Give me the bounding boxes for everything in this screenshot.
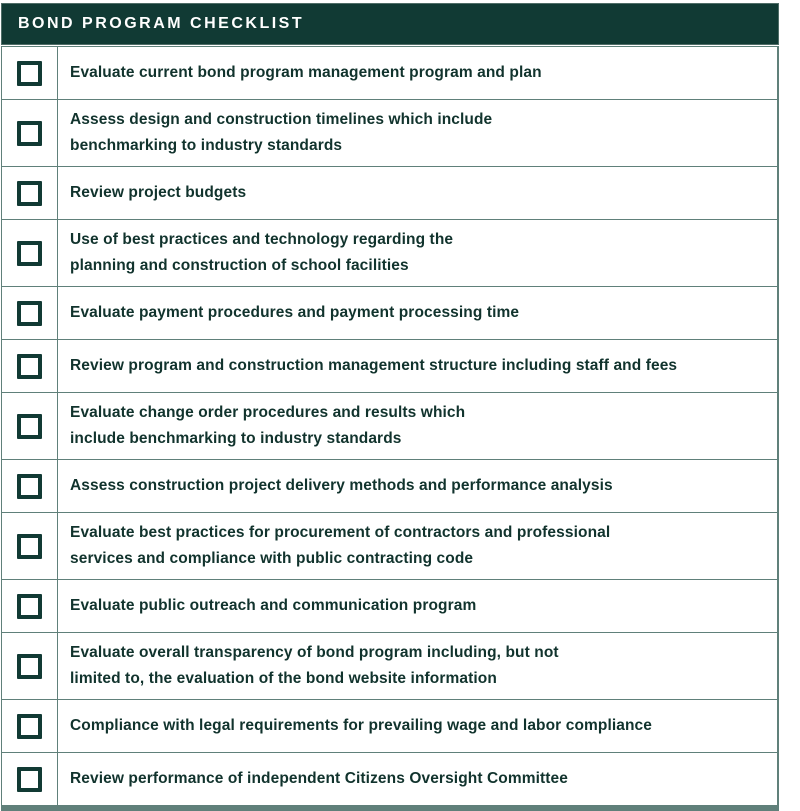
checklist-row	[2, 393, 777, 460]
checklist-item-line: Review performance of independent Citizens Oversight Committee	[70, 770, 568, 787]
checklist-row	[2, 633, 777, 700]
checkbox-cell	[2, 167, 58, 219]
checkbox-cell	[2, 340, 58, 392]
checklist-item-text	[58, 460, 777, 512]
checkbox-cell	[2, 100, 58, 166]
checklist-item-line: Evaluate overall transparency of bond program including, but not	[70, 644, 559, 661]
checkbox[interactable]	[17, 714, 42, 739]
checkbox[interactable]	[17, 181, 42, 206]
checkbox-cell	[2, 580, 58, 632]
checkbox-cell	[2, 460, 58, 512]
checkbox[interactable]	[17, 414, 42, 439]
checkbox[interactable]	[17, 354, 42, 379]
checklist-item-text	[58, 753, 777, 805]
checkbox[interactable]	[17, 594, 42, 619]
checklist-row	[2, 580, 777, 633]
checkbox-cell	[2, 220, 58, 286]
checkbox-cell	[2, 393, 58, 459]
table-bottom-bar	[1, 806, 779, 811]
page-title: BOND PROGRAM CHECKLIST	[18, 15, 305, 32]
checkbox-cell	[2, 753, 58, 805]
checklist-row	[2, 753, 777, 806]
checkbox[interactable]	[17, 654, 42, 679]
checkbox[interactable]	[17, 474, 42, 499]
checklist-item-text	[58, 340, 777, 392]
checkbox-cell	[2, 287, 58, 339]
checkbox[interactable]	[17, 61, 42, 86]
checklist-item-text	[58, 167, 777, 219]
checklist-item-line: Review project budgets	[70, 184, 247, 201]
checklist-item-text	[58, 580, 777, 632]
checklist-item-line: Compliance with legal requirements for prevailing wage and labor compliance	[70, 717, 652, 734]
checklist-item-line: Assess construction project delivery methods and performance analysis	[70, 477, 613, 494]
checklist-row	[2, 287, 777, 340]
checkbox[interactable]	[17, 241, 42, 266]
checklist-item-line: Evaluate current bond program management program and plan	[70, 64, 542, 81]
checklist-item-line: Use of best practices and technology regarding the	[70, 231, 454, 248]
checklist-item-text	[58, 393, 777, 459]
checklist-row	[2, 220, 777, 287]
checkbox[interactable]	[17, 767, 42, 792]
checklist-item-line: services and compliance with public contracting code	[70, 550, 474, 567]
checklist-item-text	[58, 513, 777, 579]
checkbox[interactable]	[17, 301, 42, 326]
checklist-item-line: include benchmarking to industry standards	[70, 430, 402, 447]
checklist-item-line: Review program and construction management structure including staff and fees	[70, 357, 678, 374]
checklist-item-line: Evaluate change order procedures and results which	[70, 404, 466, 421]
checklist-item-text	[58, 700, 777, 752]
checklist-row	[2, 513, 777, 580]
bond-program-checklist-table	[1, 3, 779, 811]
checklist-item-line: Assess design and construction timelines which include	[70, 111, 493, 128]
table-body	[1, 46, 779, 806]
checklist-row	[2, 340, 777, 393]
checklist-item-text	[58, 47, 777, 99]
checkbox-cell	[2, 633, 58, 699]
checkbox[interactable]	[17, 121, 42, 146]
checklist-item-text	[58, 220, 777, 286]
checklist-item-text	[58, 633, 777, 699]
table-header	[1, 3, 779, 45]
checkbox[interactable]	[17, 534, 42, 559]
checkbox-cell	[2, 47, 58, 99]
checklist-row	[2, 47, 777, 100]
checklist-row	[2, 700, 777, 753]
checklist-item-text	[58, 100, 777, 166]
checkbox-cell	[2, 513, 58, 579]
checklist-item-text	[58, 287, 777, 339]
checklist-row	[2, 460, 777, 513]
checklist-item-line: planning and construction of school facilities	[70, 257, 409, 274]
checklist-item-line: Evaluate best practices for procurement of contractors and professional	[70, 524, 611, 541]
checkbox-cell	[2, 700, 58, 752]
checklist-row	[2, 167, 777, 220]
checklist-row	[2, 100, 777, 167]
checklist-item-line: Evaluate payment procedures and payment processing time	[70, 304, 520, 321]
checklist-item-line: benchmarking to industry standards	[70, 137, 343, 154]
checklist-item-line: Evaluate public outreach and communication program	[70, 597, 477, 614]
checklist-item-line: limited to, the evaluation of the bond website information	[70, 670, 497, 687]
